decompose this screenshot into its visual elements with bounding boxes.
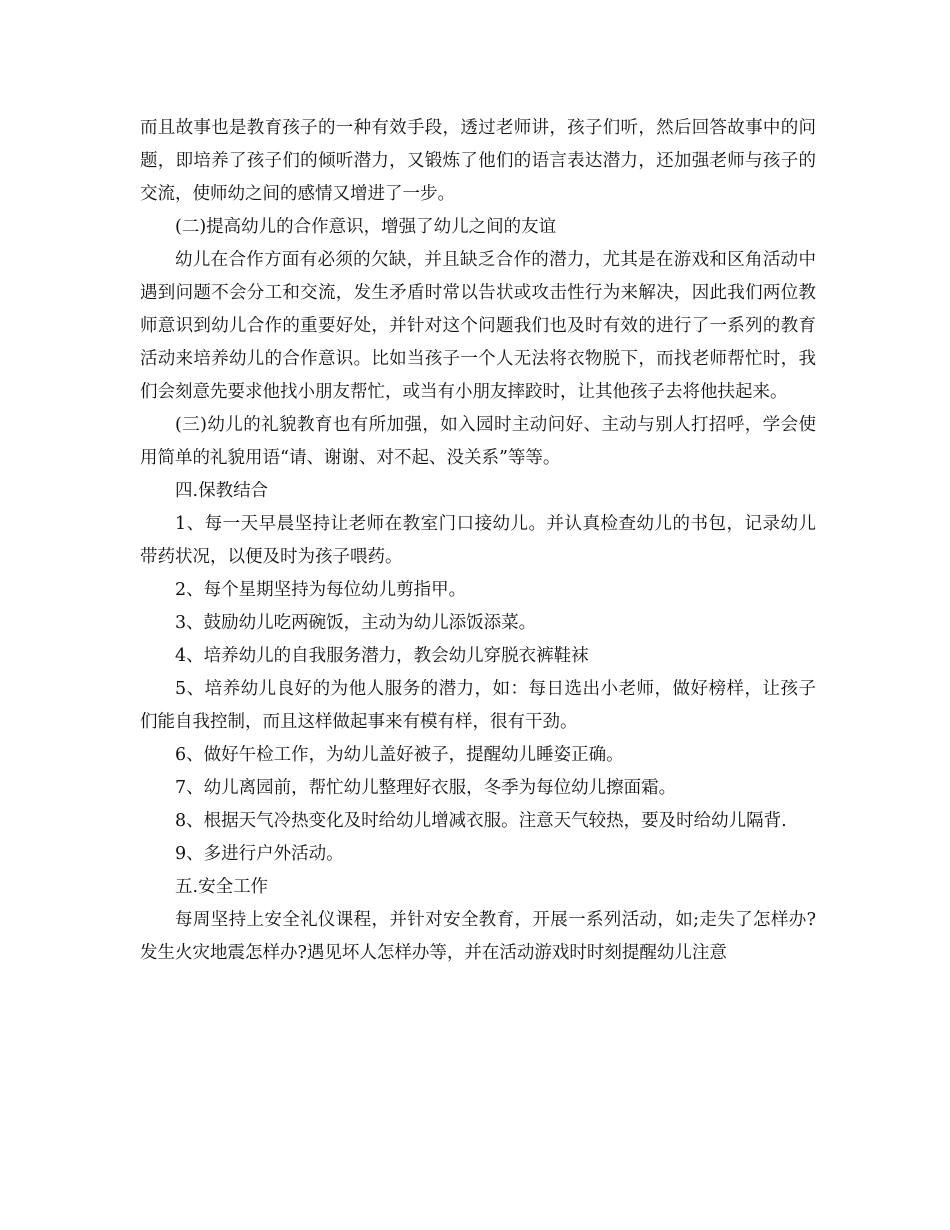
paragraph-manners: (三)幼儿的礼貌教育也有所加强，如入园时主动问好、主动与别人打招呼，学会使用简单的礼貌用语“请、谢谢、对不起、没关系”等等。 xyxy=(140,415,816,468)
list-item-5: 5、培养幼儿良好的为他人服务的潜力，如：每日选出小老师，做好榜样，让孩子们能自我控制，而且这样做起事来有模有样，很有干劲。 xyxy=(140,679,816,732)
heading-safety: 五.安全工作 xyxy=(175,877,269,897)
list-item-6: 6、做好午检工作，为幼儿盖好被子，提醒幼儿睡姿正确。 xyxy=(175,745,624,765)
list-item-7: 7、幼儿离园前，帮忙幼儿整理好衣服，冬季为每位幼儿擦面霜。 xyxy=(175,778,677,798)
list-item-9: 9、多进行户外活动。 xyxy=(175,844,344,864)
list-item-4: 4、培养幼儿的自我服务潜力，教会幼儿穿脱衣裤鞋袜 xyxy=(175,646,589,666)
document-body xyxy=(140,112,816,970)
paragraph-cooperation: 幼儿在合作方面有必须的欠缺，并且缺乏合作的潜力，尤其是在游戏和区角活动中遇到问题不会分工和交流，发生矛盾时常以告状或攻击性行为来解决，因此我们两位教师意识到幼儿合作的重要好处，并针对这个问题我们也及时有效的进行了一系列的教育活动来培养幼儿的合作意识。比如当孩子一个人无法将衣物脱下，而找老师帮忙时，我们会刻意先要求他找小朋友帮忙，或当有小朋友摔跤时，让其他孩子去将他扶起来。 xyxy=(140,250,816,402)
list-item-1: 1、每一天早晨坚持让老师在教室门口接幼儿。并认真检查幼儿的书包，记录幼儿带药状况，以便及时为孩子喂药。 xyxy=(140,514,816,567)
list-item-8: 8、根据天气冷热变化及时给幼儿增减衣服。注意天气较热，要及时给幼儿隔背. xyxy=(175,811,787,831)
heading-cooperation: (二)提高幼儿的合作意识，增强了幼儿之间的友谊 xyxy=(175,217,557,237)
list-item-2: 2、每个星期坚持为每位幼儿剪指甲。 xyxy=(175,580,467,600)
paragraph-safety: 每周坚持上安全礼仪课程，并针对安全教育，开展一系列活动，如;走失了怎样办?发生火灾地震怎样办?遇见坏人怎样办等，并在活动游戏时时刻提醒幼儿注意 xyxy=(140,910,816,963)
list-item-3: 3、鼓励幼儿吃两碗饭，主动为幼儿添饭添菜。 xyxy=(175,613,537,633)
paragraph-story-education: 而且故事也是教育孩子的一种有效手段，透过老师讲，孩子们听，然后回答故事中的问题，即培养了孩子们的倾听潜力，又锻炼了他们的语言表达潜力，还加强老师与孩子的交流，使师幼之间的感情又增进了一步。 xyxy=(140,118,816,204)
heading-care-education: 四.保教结合 xyxy=(175,481,269,501)
